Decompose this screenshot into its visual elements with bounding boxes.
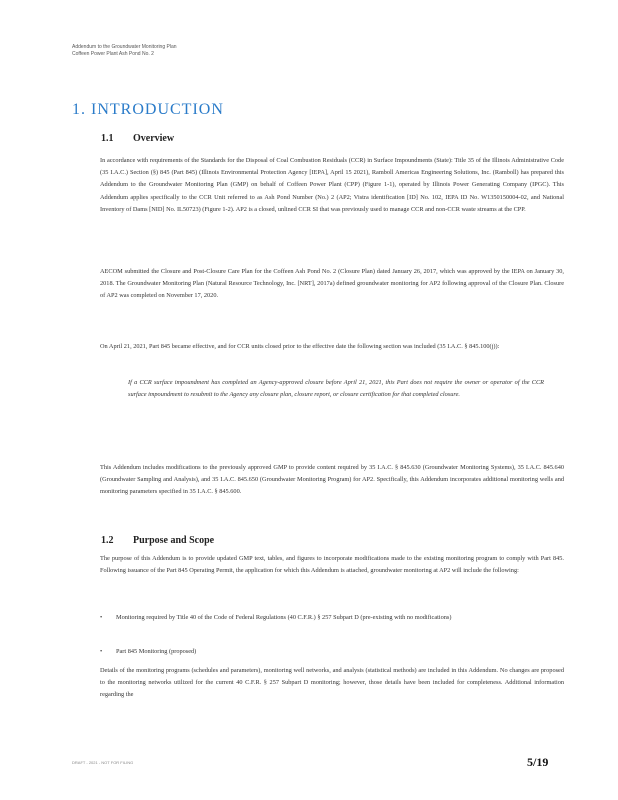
overview-paragraph-2: AECOM submitted the Closure and Post-Closure Care Plan for the Coffeen Ash Pond No. 2 (Closure Plan) dated January 26, 2017, which was approved by the IEPA on January 30, 2018. The Groundwater Monitoring Plan (Natural Resource Technology, Inc. [NRT], 2017a) defined groundwater monitoring for AP2 following approval of the Closure Plan. Closure of AP2 was completed on November 17, 2020. (100, 268, 564, 300)
subsection-number: 1.2 (101, 535, 114, 546)
list-item-text: Monitoring required by Title 40 of the Code of Federal Regulations (40 C.F.R.) § 257 Subpart D (pre-existing with no modifications) (116, 614, 452, 621)
subsection-heading-purpose-scope (101, 535, 214, 546)
subsection-title: Purpose and Scope (133, 535, 215, 546)
purpose-paragraph-2: Details of the monitoring programs (schedules and parameters), monitoring well networks, and analysis (statistical methods) are included in this Addendum. No changes are proposed to the monitoring networks utilized for the current 40 C.F.R. § 257 Subpart D monitoring; however, those details have been included for completeness. Additional information regarding the (100, 667, 564, 699)
bullet-icon: • (100, 648, 103, 655)
list-item (100, 612, 564, 624)
purpose-paragraph-1: The purpose of this Addendum is to provide updated GMP text, tables, and figures to incorporate modifications made to the existing monitoring program to comply with Part 845. Following issuance of the Part 845 Operating Permit, the application for which this Addendum is attached, groundwater monitoring at AP2 will include the following: (100, 555, 564, 575)
list-item-text: Part 845 Monitoring (proposed) (116, 648, 197, 655)
subsection-heading-overview (101, 133, 174, 144)
regulation-quote: If a CCR surface impoundment has completed an Agency-approved closure before April 21, 2021, this Part does not require the owner or operator of the CCR surface impoundment to resubmit to the Agency any closure plan, closure report, or closure certification for that completed closure. (128, 379, 544, 399)
subsection-number: 1.1 (101, 133, 114, 144)
overview-paragraph-4: This Addendum includes modifications to the previously approved GMP to provide content required by 35 I.A.C. § 845.630 (Groundwater Monitoring Systems), 35 I.A.C. 845.640 (Groundwater Sampling and Analysis), and 35 I.A.C. 845.650 (Groundwater Monitoring Program) for AP2. Specifically, this Addendum incorporates additional monitoring wells and monitoring parameters specified in 35 I.A.C. § 845.600. (100, 464, 564, 496)
running-header (72, 44, 177, 58)
footer-note: DRAFT - 2021 - NOT FOR FILING (72, 760, 134, 765)
subsection-title: Overview (133, 133, 175, 144)
bullet-icon: • (100, 614, 103, 621)
overview-paragraph-3: On April 21, 2021, Part 845 became effective, and for CCR units closed prior to the effective date the following section was included (35 I.A.C. § 845.100(j)): (100, 343, 500, 350)
section-heading-introduction: 1. INTRODUCTION (72, 101, 224, 118)
page-number: 5/19 (527, 755, 549, 769)
list-item (100, 646, 564, 658)
header-line-1: Addendum to the Groundwater Monitoring Plan (72, 44, 177, 50)
overview-paragraph-1: In accordance with requirements of the Standards for the Disposal of Coal Combustion Residuals (CCR) in Surface Impoundments (State): Title 35 of the Illinois Administrative Code (35 I.A.C.) Section (§) 845 (Part 845) (Illinois Environmental Protection Agency [IEPA], April 15 2021), Ramboll Americas Engineering Solutions, Inc. (Ramboll) has prepared this Addendum to the Groundwater Monitoring Plan (GMP) on behalf of Coffeen Power Plant (CPP) (Figure 1-1), operated by Illinois Power Generating Company (IPGC). This Addendum applies specifically to the CCR Unit referred to as Ash Pond Number (No.) 2 (AP2; Vistra identification [ID] No. 102, IEPA ID No. W1350150004-02, and National Inventory of Dams [NID] No. IL50723) (Figure 1-2). AP2 is a closed, unlined CCR SI that was previously used to manage CCR and non-CCR waste streams at the CPP. (100, 157, 564, 213)
header-line-2: Coffeen Power Plant Ash Pond No. 2 (72, 51, 154, 57)
